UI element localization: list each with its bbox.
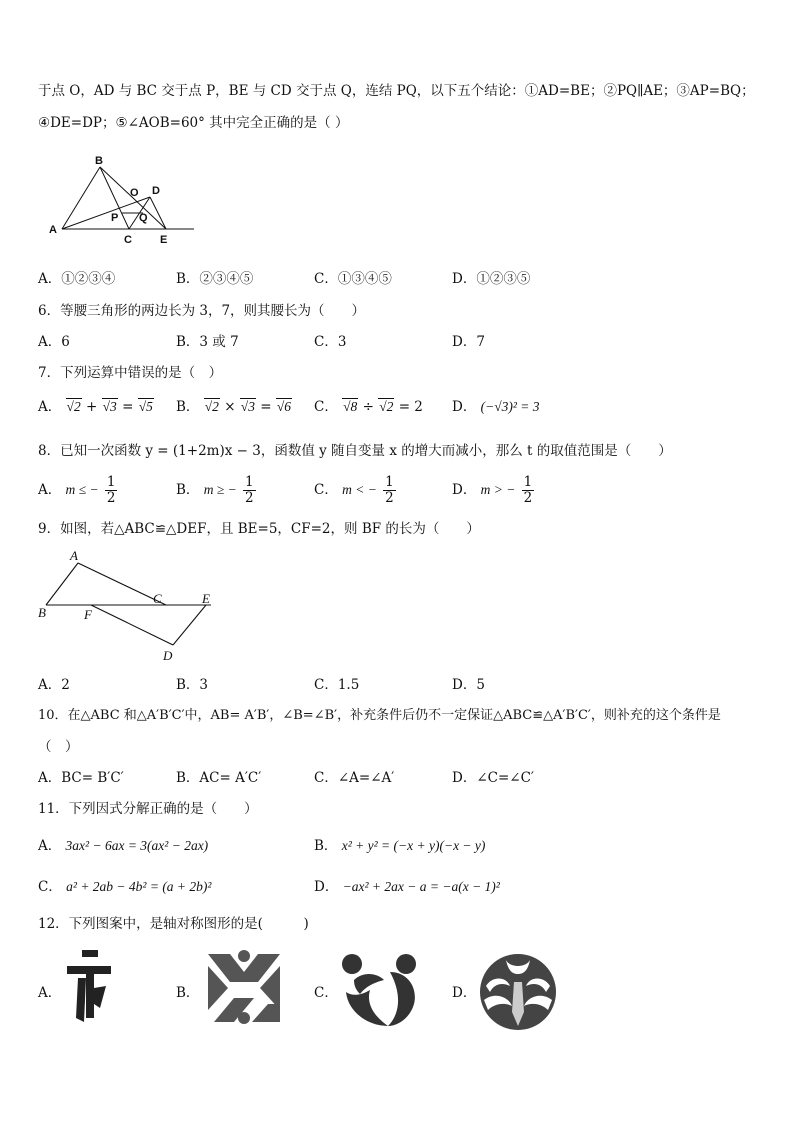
fraction: $\frac{1}{2}$ [385,474,394,506]
q6-option-d: D．7 [452,334,485,350]
q12-option-b-letter: B． [176,985,200,1001]
q11-option-a: A． 3ax² − 6ax = 3(ax² − 2ax) [38,838,209,854]
q7-option-d: D． (−√3)² = 3 [452,399,540,415]
q5-stem-line2: ④DE=DP；⑤∠AOB=60° 其中完全正确的是（ ） [38,115,349,131]
q9-stem: 9．如图，若△ABC≌△DEF，且 BE=5，CF=2，则 BF 的长为（ ） [38,521,480,537]
q5-label-E: E [160,234,168,246]
q7-option-b: B． √2 × √3 = √6 [176,399,292,415]
q11-stem: 11．下列因式分解正确的是（ ） [38,801,258,817]
q5-label-B: B [95,155,103,167]
fraction: $\frac{1}{2}$ [106,474,116,506]
q9-label-E: E [202,591,210,606]
q12-pattern-d-icon [476,952,560,1032]
q9-option-c: C．1.5 [314,677,360,693]
fraction: $\frac{1}{2}$ [523,474,533,506]
q12-option-c-letter: C． [314,985,338,1001]
q9-option-a: A．2 [38,677,70,693]
q6-option-a: A．6 [38,334,70,350]
q6-option-c: C．3 [314,334,347,350]
q8-option-a: A． m ≤ − $\frac{1}{2}$ [38,474,116,506]
q9-label-A: A [70,548,78,563]
q5-label-D: D [152,185,160,197]
q5-option-d: D．①②③⑤ [452,271,531,287]
q9-label-B: B [38,605,46,620]
q5-stem-line1: 于点 O，AD 与 BC 交于点 P，BE 与 CD 交于点 Q，连结 PQ，以下五个结论：①AD=BE；②PQ∥AE；③AP=BQ； [38,83,755,99]
q8-option-c: C． m < − $\frac{1}{2}$ [314,474,394,506]
q10-option-a: A．BC= B′C′ [38,770,124,786]
q12-pattern-b-icon [206,948,282,1028]
q5-option-a: A．①②③④ [38,271,116,287]
q11-option-d: D． −ax² + 2ax − a = −a(x − 1)² [314,879,500,895]
q5-option-b: B．②③④⑤ [176,271,254,287]
q9-label-D: D [163,648,173,663]
q12-option-a-letter: A． [38,985,62,1001]
q5-label-A: A [49,224,57,236]
q11-option-c: C． a² + 2ab − 4b² = (a + 2b)² [38,879,212,895]
q10-stem-line1: 10．在△ABC 和△A′B′C′中，AB= A′B′，∠B=∠B′，补充条件后仍不一定保证△ABC≌△A′B′C′，则补充的这个条件是 [38,708,721,723]
q5-label-O: O [130,187,139,199]
fraction: $\frac{1}{2}$ [245,474,254,506]
q8-stem: 8．已知一次函数 y = (1+2m)x − 3，函数值 y 随自变量 x 的增大而减小，那么 t 的取值范围是（ ） [38,443,672,459]
q10-stem-line2: （ ） [38,739,79,755]
q5-label-Q: Q [139,212,148,224]
q10-option-d: D．∠C=∠C′ [452,770,534,786]
q10-option-b: B．AC= A′C′ [176,770,262,786]
q12-stem: 12．下列图案中，是轴对称图形的是( ) [38,916,309,932]
q5-geometry-figure [44,152,204,247]
q5-label-P: P [111,212,119,224]
q12-option-d-letter: D． [452,985,477,1001]
q6-option-b: B．3 或 7 [176,334,239,350]
q8-option-b: B． m ≥ − $\frac{1}{2}$ [176,474,254,506]
q5-option-c: C．①③④⑤ [314,271,392,287]
q5-label-C: C [124,234,132,246]
q6-stem: 6．等腰三角形的两边长为 3，7，则其腰长为（ ） [38,303,366,319]
q9-option-b: B．3 [176,677,209,693]
q12-pattern-c-icon [340,952,420,1030]
q11-option-b: B． x² + y² = (−x + y)(−x − y) [314,838,486,854]
q7-option-c: C． √8 ÷ √2 = 2 [314,399,423,415]
q12-pattern-a-icon [64,948,114,1028]
q9-label-C: C [153,591,162,606]
q7-stem: 7．下列运算中错误的是（ ） [38,365,223,381]
q7-option-a: A． √2 + √3 = √5 [38,399,153,415]
q8-option-d: D． m > − $\frac{1}{2}$ [452,474,533,506]
q9-option-d: D．5 [452,677,485,693]
q9-triangles-figure [36,548,226,666]
q9-label-F: F [84,607,92,622]
q10-option-c: C．∠A=∠A′ [314,770,395,786]
